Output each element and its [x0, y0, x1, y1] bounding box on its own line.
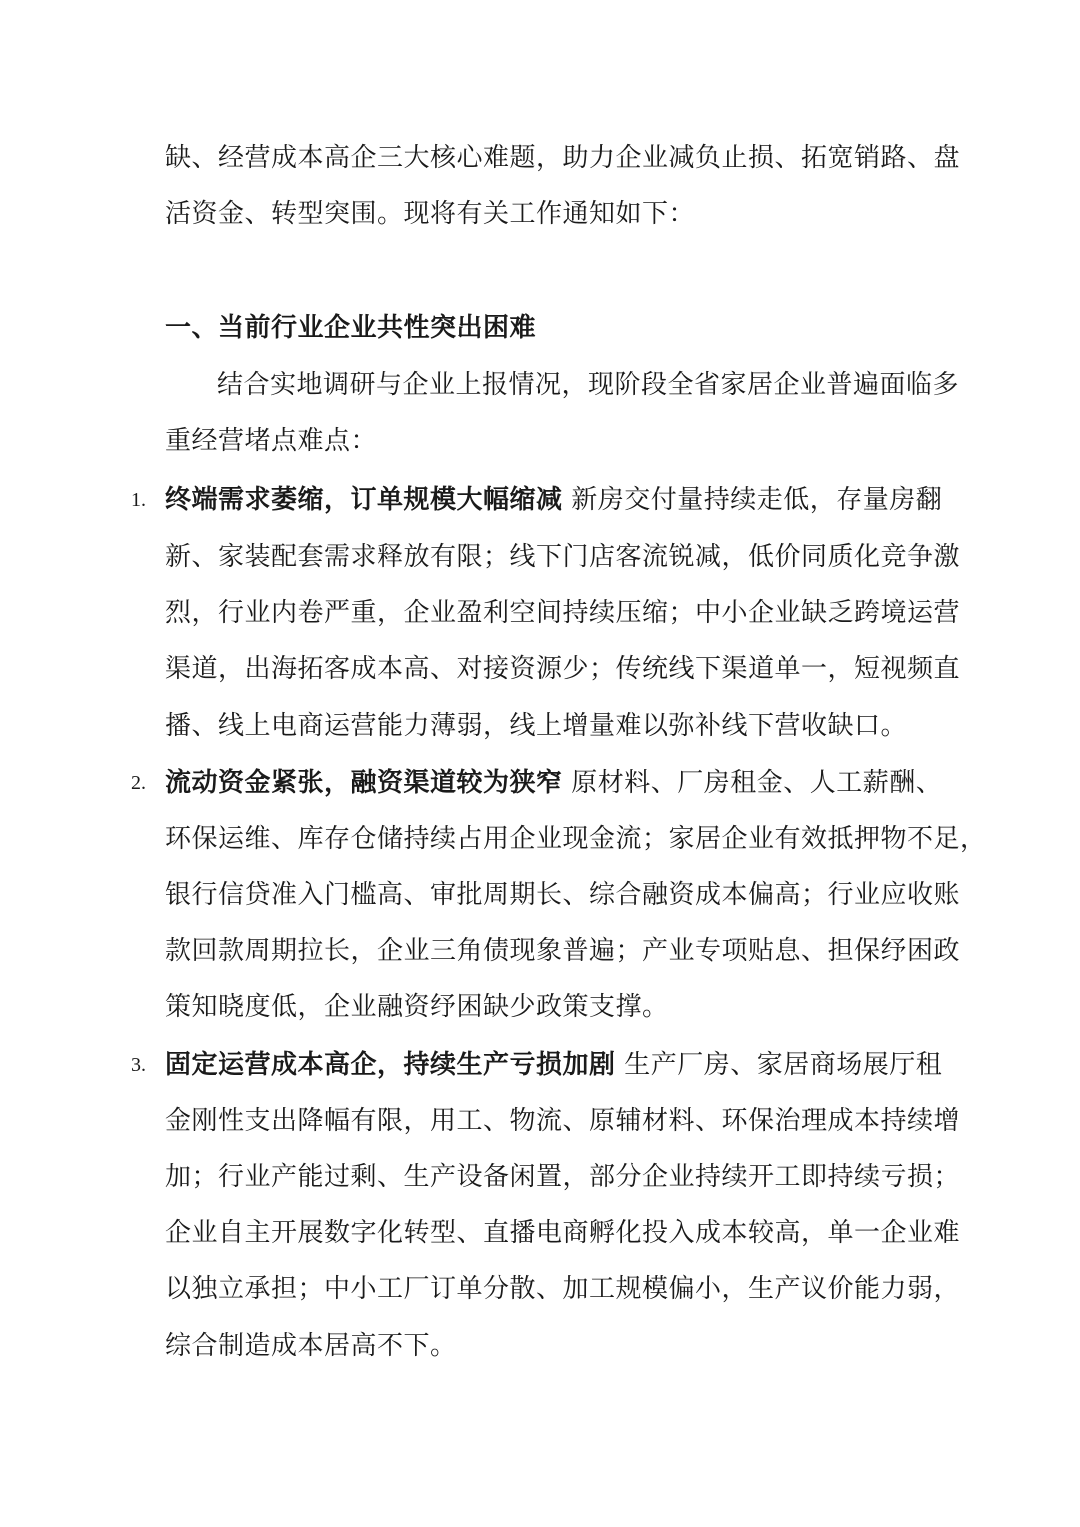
- item-1-line-3: 烈，行业内卷严重，企业盈利空间持续压缩；中小企业缺乏跨境运营: [165, 598, 961, 628]
- item-2-first-rest: 原材料、厂房租金、人工薪酬、: [571, 768, 943, 798]
- item-3-line-4: 企业自主开展数字化转型、直播电商孵化投入成本较高，单一企业难: [165, 1218, 961, 1248]
- item-3-line-6: 综合制造成本居高不下。: [165, 1331, 457, 1361]
- item-1-line-5: 播、线上电商运营能力薄弱，线上增量难以弥补线下营收缺口。: [165, 711, 908, 741]
- item-2-line-5: 策知晓度低，企业融资纾困缺少政策支撑。: [165, 992, 669, 1022]
- item-1-line-4: 渠道，出海拓客成本高、对接资源少；传统线下渠道单一，短视频直: [165, 654, 961, 684]
- item-3-line-2: 金刚性支出降幅有限，用工、物流、原辅材料、环保治理成本持续增: [165, 1106, 961, 1136]
- item-1-number: 1.: [131, 489, 146, 511]
- item-3-first-line: [165, 1045, 942, 1085]
- section-intro-line-2: 重经营堵点难点：: [165, 426, 378, 456]
- intro-line-1: 缺、经营成本高企三大核心难题，助力企业减负止损、拓宽销路、盘: [165, 143, 961, 173]
- intro-line-2: 活资金、转型突围。现将有关工作通知如下：: [165, 199, 696, 229]
- item-3-first-rest: 生产厂房、家居商场展厅租: [624, 1050, 943, 1080]
- item-3-number: 3.: [131, 1054, 146, 1076]
- section-heading: 一、当前行业企业共性突出困难: [165, 313, 537, 343]
- item-1-first-rest: 新房交付量持续走低，存量房翻: [571, 485, 943, 515]
- item-2-line-2: 环保运维、库存仓储持续占用企业现金流；家居企业有效抵押物不足，: [165, 824, 987, 854]
- item-2-number: 2.: [131, 772, 146, 794]
- section-intro-line-1: 结合实地调研与企业上报情况，现阶段全省家居企业普遍面临多: [217, 370, 960, 400]
- item-1-first-line: [165, 480, 942, 520]
- item-1-title: 终端需求萎缩，订单规模大幅缩减: [165, 485, 563, 515]
- item-3-line-3: 加；行业产能过剩、生产设备闲置，部分企业持续开工即持续亏损；: [165, 1162, 961, 1192]
- item-3-title: 固定运营成本高企，持续生产亏损加剧: [165, 1050, 616, 1080]
- item-2-line-4: 款回款周期拉长，企业三角债现象普遍；产业专项贴息、担保纾困政: [165, 936, 961, 966]
- item-3-line-5: 以独立承担；中小工厂订单分散、加工规模偏小，生产议价能力弱，: [165, 1274, 961, 1304]
- item-2-first-line: [165, 763, 942, 803]
- item-2-line-3: 银行信贷准入门槛高、审批周期长、综合融资成本偏高；行业应收账: [165, 880, 961, 910]
- item-2-title: 流动资金紧张，融资渠道较为狭窄: [165, 768, 563, 798]
- item-1-line-2: 新、家装配套需求释放有限；线下门店客流锐减，低价同质化竞争激: [165, 542, 961, 572]
